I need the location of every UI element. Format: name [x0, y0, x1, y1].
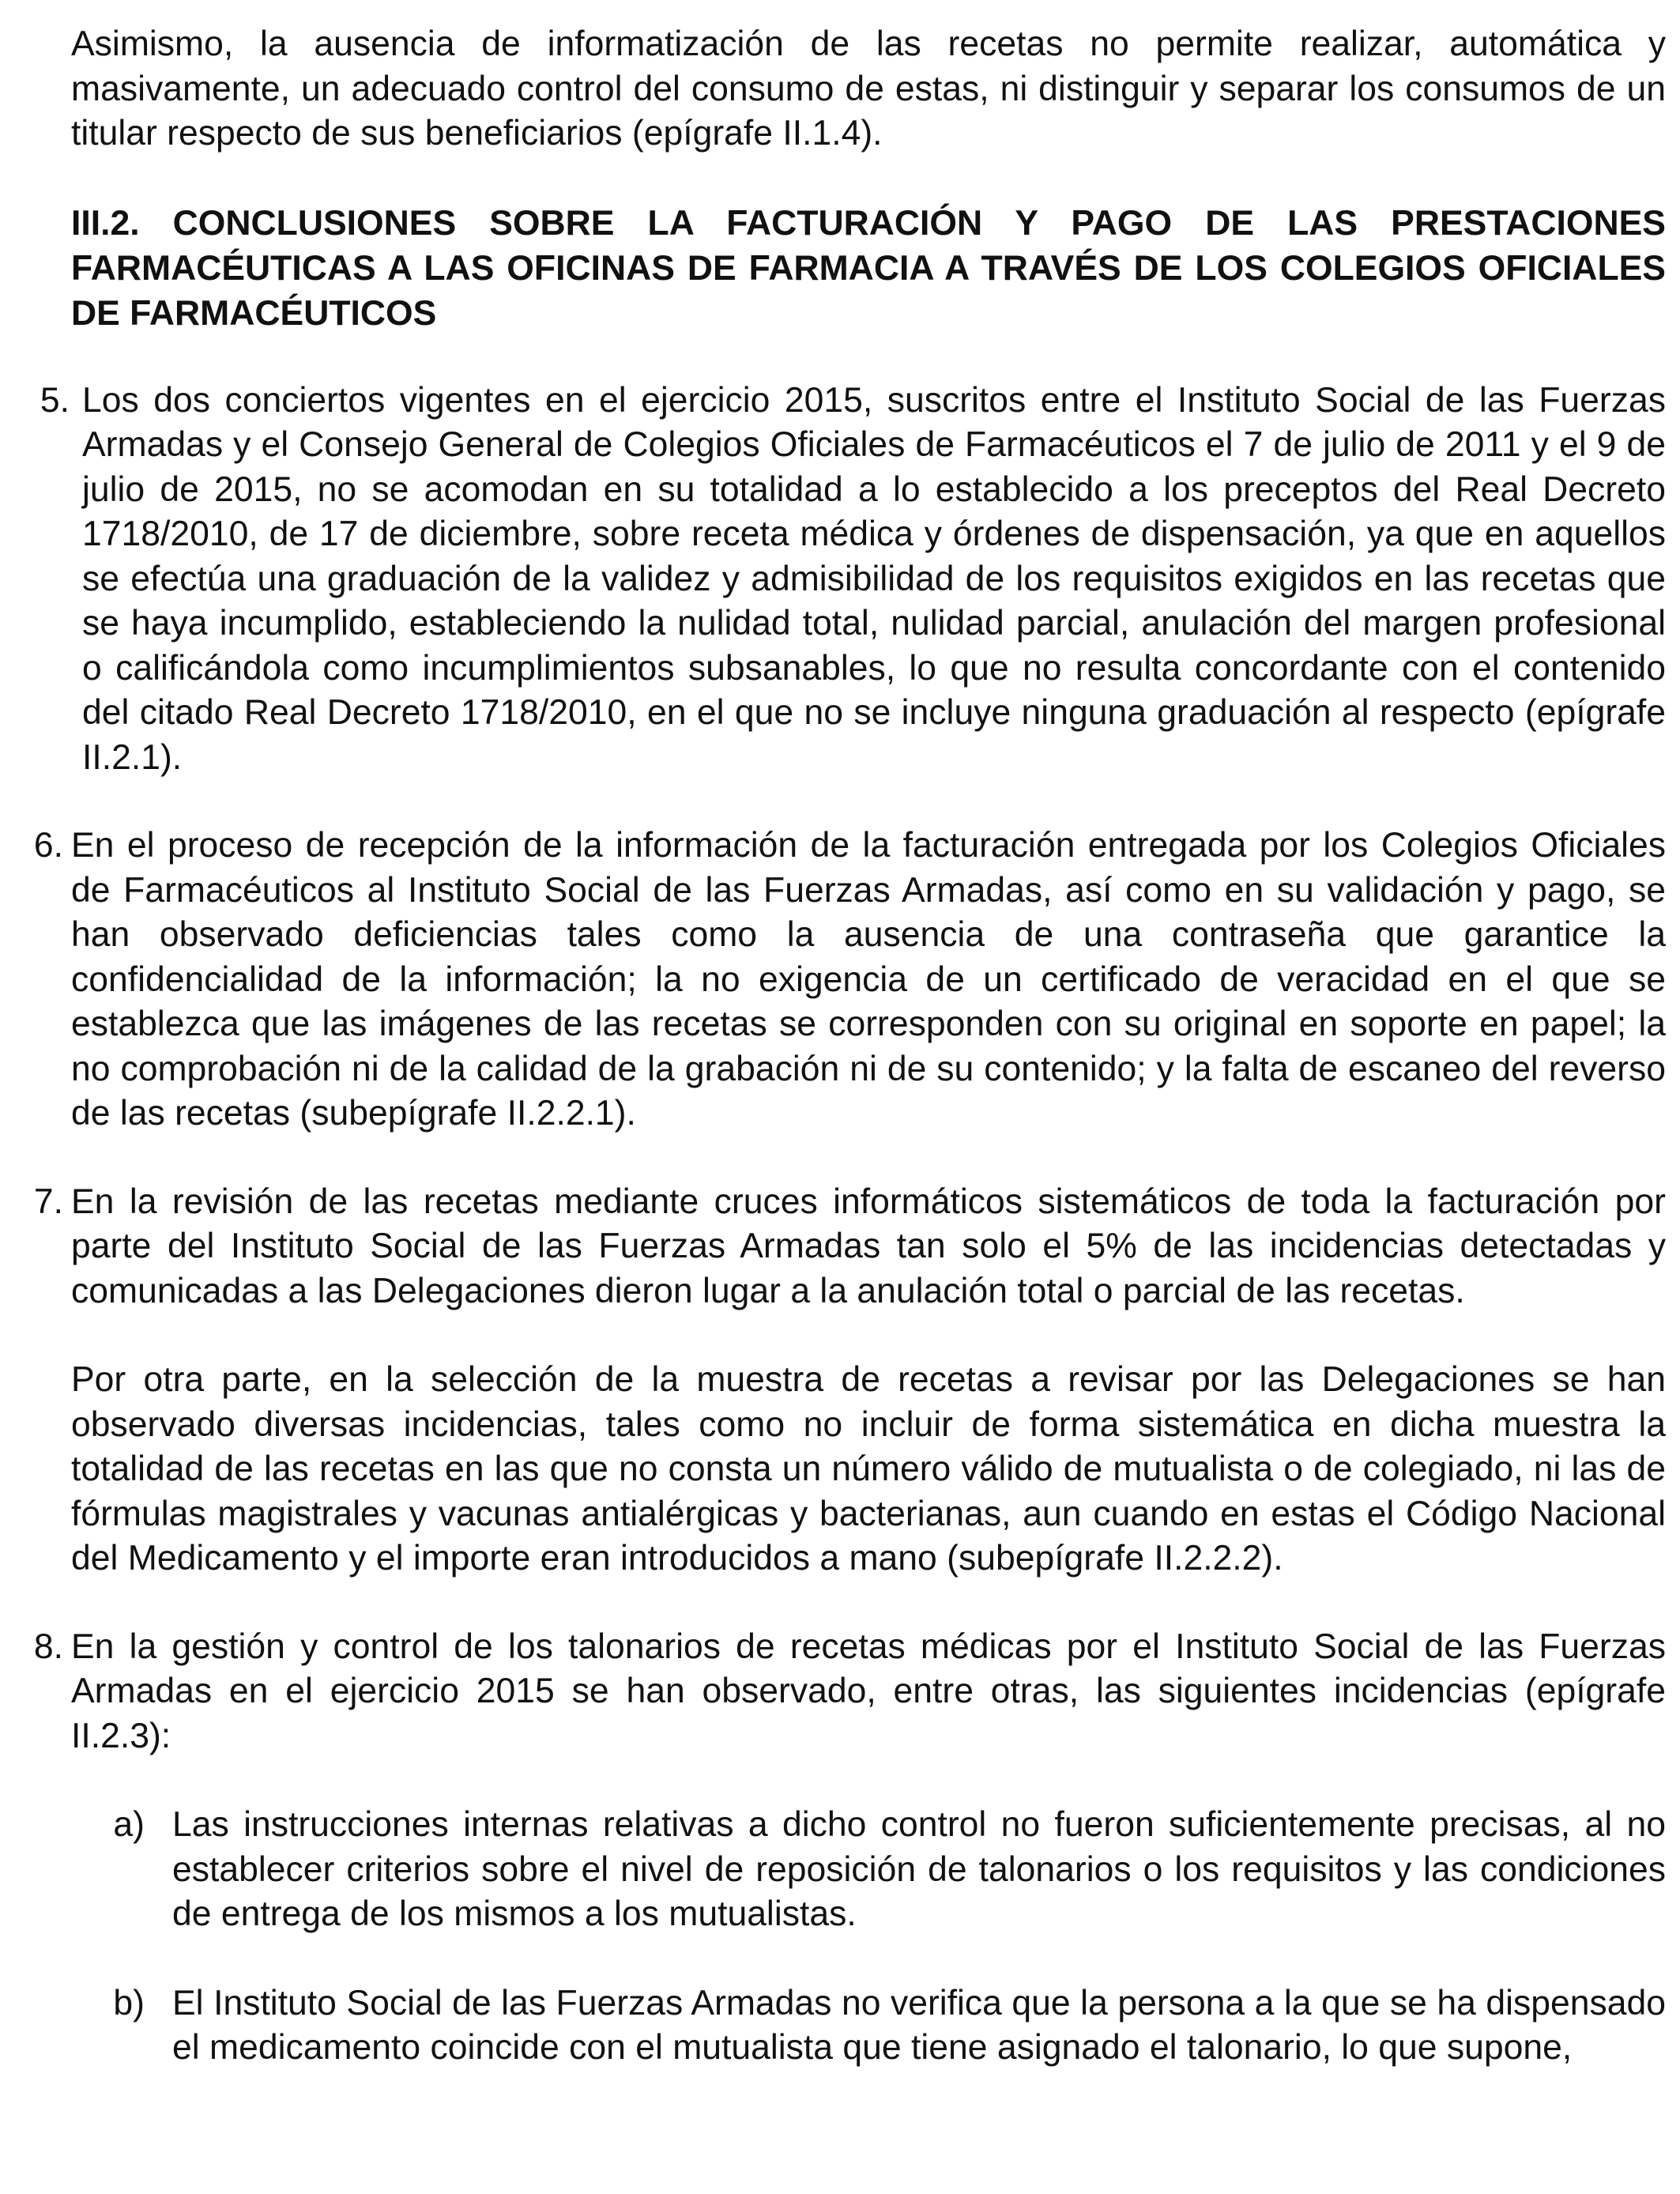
list-item-number: 5. — [40, 380, 70, 420]
list-item-8 — [33, 1625, 1666, 2071]
list-item-number: 7. — [33, 1182, 63, 1221]
sub-item-a — [113, 1803, 1666, 1937]
intro-paragraph: Asimismo, la ausencia de informatización de las recetas no permite realizar, automática y masivamente, un adecuado control del consumo de estas, ni distinguir y separar los consumos de un titular respecto de sus beneficiarios (epígrafe II.1.4). — [71, 25, 1666, 153]
list-item-number: 6. — [33, 826, 63, 865]
document-page — [33, 22, 1666, 2114]
list-item-paragraph: En el proceso de recepción de la información de la facturación entregada por los Colegios Oficiales de Farmacéuticos al Instituto Social de las Fuerzas Armadas, así como en su validación y pago, se han observado deficiencias tales como la ausencia de una contraseña que garantice la confidencialidad de la información; la no exigencia de un certificado de veracidad en el que se establezca que las imágenes de las recetas se corresponden con su original en soporte en papel; la no comprobación ni de la calidad de la grabación ni de su contenido; y la falta de escaneo del reverso de las recetas (subepígrafe II.2.2.1). — [71, 826, 1666, 1133]
sub-item-label: a) — [113, 1805, 145, 1844]
list-item-paragraph: Por otra parte, en la selección de la muestra de recetas a revisar por las Delegaciones se han observado diversas incidencias, tales como no incluir de forma sistemática en dicha muestra la totalidad de las recetas en las que no consta un número válido de mutualista o de colegiado, ni las de fórmulas magistrales y vacunas antialérgicas y bacterianas, aun cuando en estas el Código Nacional del Medicamento y el importe eran introducidos a mano (subepígrafe II.2.2.2). — [71, 1360, 1666, 1578]
list-item-paragraph: Los dos conciertos vigentes en el ejercicio 2015, suscritos entre el Instituto Social de las Fuerzas Armadas y el Consejo General de Colegios Oficiales de Farmacéuticos el 7 de julio de 2011 y el 9 de julio de 2015, no se acomodan en su totalidad a lo establecido a los preceptos del Real Decreto 1718/2010, de 17 de diciembre, sobre receta médica y órdenes de dispensación, ya que en aquellos se efectúa una graduación de la validez y admisibilidad de los requisitos exigidos en las recetas que se haya incumplido, estableciendo la nulidad total, nulidad parcial, anulación del margen profesional o calificándola como incumplimientos subsanables, lo que no resulta concordante con el contenido del citado Real Decreto 1718/2010, en el que no se incluye ninguna graduación al respecto (epígrafe II.2.1). — [82, 380, 1666, 777]
list-item-paragraph: En la gestión y control de los talonarios de recetas médicas por el Instituto Social de las Fuerzas Armadas en el ejercicio 2015 se han observado, entre otras, las siguientes incidencias (epígrafe II.2.3): — [71, 1627, 1666, 1755]
sub-item-text: El Instituto Social de las Fuerzas Armadas no verifica que la persona a la que se ha dispensado el medicamento coincide con el mutualista que tiene asignado el talonario, lo que supone, — [172, 1983, 1666, 2067]
section-heading: III.2. CONCLUSIONES SOBRE LA FACTURACIÓN Y PAGO DE LAS PRESTACIONES FARMACÉUTICAS A LAS OFICINAS DE FARMACIA A TRAVÉS DE LOS COLEGIOS OFICIALES DE FARMACÉUTICOS — [71, 203, 1666, 333]
list-item-6 — [33, 824, 1666, 1137]
list-item-7 — [33, 1180, 1666, 1581]
list-item-5 — [40, 379, 1666, 781]
list-item-number: 8. — [33, 1627, 63, 1666]
sub-item-text: Las instrucciones internas relativas a dicho control no fueron suficientemente precisas, al no establecer criterios sobre el nivel de reposición de talonarios o los requisitos y las condiciones de entrega de los mismos a los mutualistas. — [172, 1805, 1666, 1933]
sub-item-label: b) — [113, 1983, 145, 2022]
sub-item-b — [113, 1981, 1666, 2071]
list-item-paragraph: En la revisión de las recetas mediante cruces informáticos sistemáticos de toda la facturación por parte del Instituto Social de las Fuerzas Armadas tan solo el 5% de las incidencias detectadas y comunicadas a las Delegaciones dieron lugar a la anulación total o parcial de las recetas. — [71, 1182, 1666, 1310]
